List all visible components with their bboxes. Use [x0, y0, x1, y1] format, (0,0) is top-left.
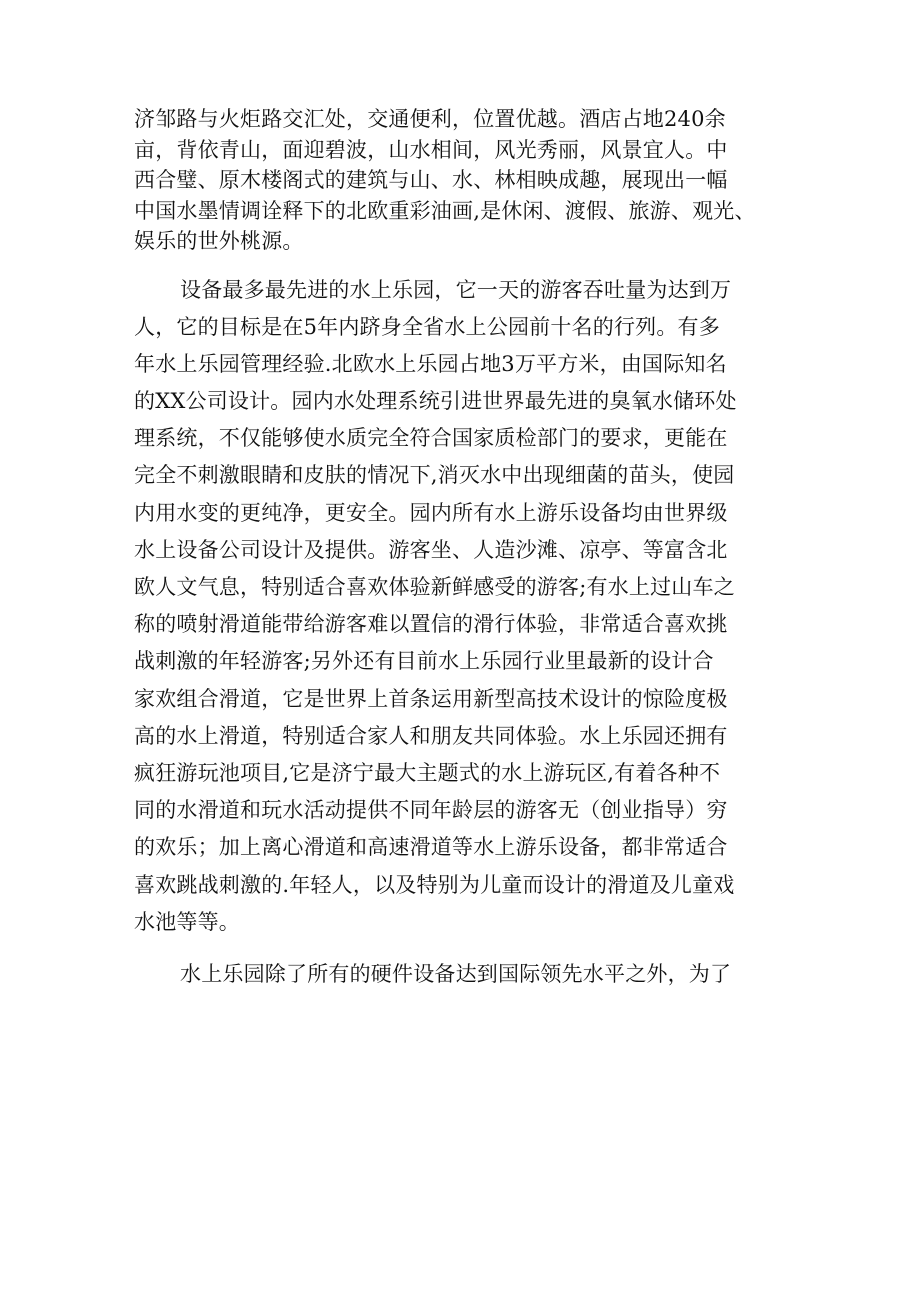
paragraph-2	[134, 272, 794, 941]
text-line: 设备最多最先进的水上乐园，它一天的游客吞吐量为达到万	[180, 277, 732, 302]
text-line: 理系统，不仅能够使水质完全符合国家质检部门的要求，更能在	[134, 426, 728, 451]
text-line: 称的喷射滑道能带给游客难以置信的滑行体验，非常适合喜欢挑	[134, 612, 728, 637]
text-line: 战刺激的年轻游客;另外还有目前水上乐园行业里最新的设计合	[134, 649, 714, 674]
text-line: 的欢乐；加上离心滑道和高速滑道等水上游乐设备，都非常适合	[134, 835, 728, 860]
text-line: 喜欢跳战刺激的.年轻人，以及特别为儿童而设计的滑道及儿童戏	[134, 872, 735, 897]
text-line: 济邹路与火炬路交汇处，交通便利，位置优越。酒店占地240余	[134, 107, 726, 131]
text-line: 中国水墨情调诠释下的北欧重彩油画,是休闲、渡假、旅游、观光、	[134, 198, 756, 223]
text-line: 娱乐的世外桃源。	[134, 229, 304, 253]
text-line: 内用水变的更纯净，更安全。园内所有水上游乐设备均由世界级	[134, 500, 728, 525]
text-line: 亩，背依青山，面迎碧波，山水相间，风光秀丽，风景宜人。中	[134, 137, 728, 162]
text-line: 的XX公司设计。园内水处理系统引进世界最先进的臭氧水储环处	[134, 389, 737, 414]
text-line: 年水上乐园管理经验.北欧水上乐园占地3万平方米，由国际知名	[134, 351, 727, 376]
text-line: 同的水滑道和玩水活动提供不同年龄层的游客无（创业指导）穷	[134, 798, 728, 823]
text-line: 水上设备公司设计及提供。游客坐、人造沙滩、凉亭、等富含北	[134, 537, 728, 562]
text-line: 家欢组合滑道，它是世界上首条运用新型高技术设计的惊险度极	[134, 686, 728, 711]
paragraph-1	[134, 104, 794, 257]
text-line: 完全不刺激眼睛和皮肤的情况下,消灭水中出现细菌的苗头，使园	[134, 463, 735, 488]
paragraph-3	[134, 956, 794, 993]
text-line: 人，它的目标是在5年内跻身全省水上公园前十名的行列。有多	[134, 314, 720, 339]
document-body	[134, 104, 794, 993]
text-line: 高的水上滑道，特别适合家人和朋友共同体验。水上乐园还拥有	[134, 723, 728, 748]
text-line: 水池等等。	[134, 909, 240, 934]
text-line: 水上乐园除了所有的硬件设备达到国际领先水平之外，为了	[180, 961, 732, 986]
text-line: 西合璧、原木楼阁式的建筑与山、水、林相映成趣，展现出一幅	[134, 168, 728, 192]
text-line: 欧人文气息，特别适合喜欢体验新鲜感受的游客;有水上过山车之	[134, 575, 735, 599]
text-line: 疯狂游玩池项目,它是济宁最大主题式的水上游玩区,有着各种不	[134, 760, 721, 785]
